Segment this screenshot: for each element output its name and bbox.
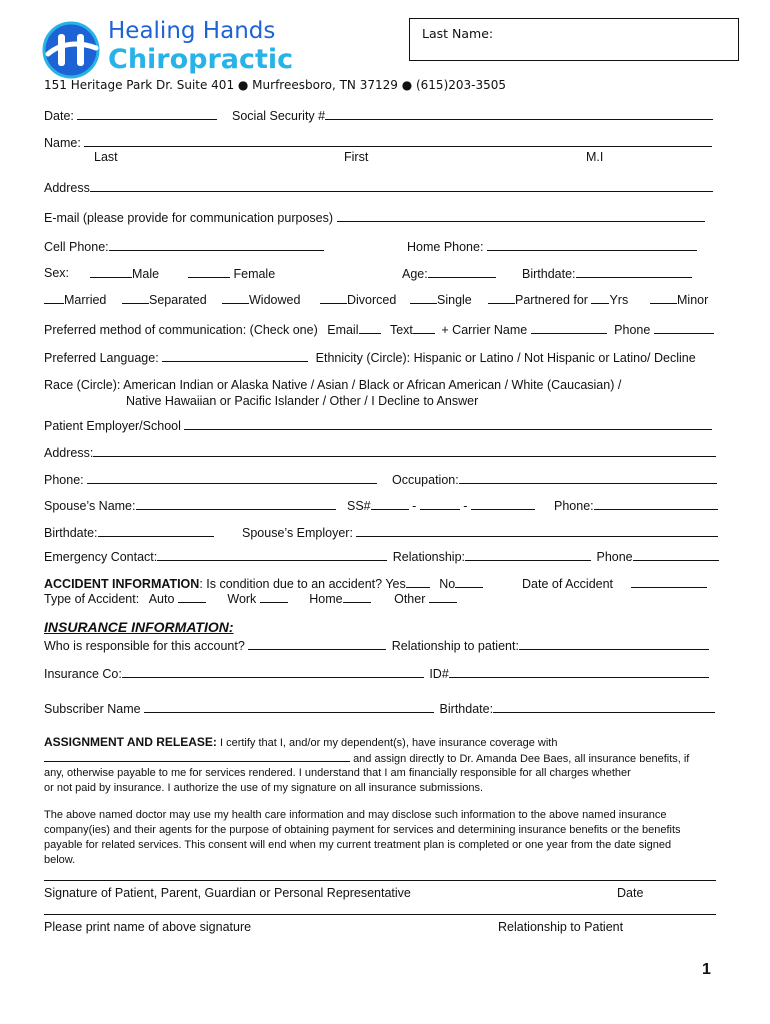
accident-auto-label: Auto (148, 592, 175, 606)
divorced-label: Divorced (347, 293, 397, 307)
signature-date-label: Date (617, 886, 644, 900)
accident-home-blank[interactable] (343, 591, 371, 603)
assignment-title: ASSIGNMENT AND RELEASE: (44, 735, 217, 749)
consent-line3: payable for related services. This consent will end when my current treatment plan is completed or one year from the date signed (44, 839, 672, 851)
logo (42, 18, 294, 82)
relationship-to-patient-label: Relationship to Patient (498, 920, 624, 934)
accident-title: ACCIDENT INFORMATION (44, 577, 200, 591)
birthdate-label: Birthdate: (522, 267, 576, 281)
lastname-box[interactable] (409, 18, 739, 61)
single-blank[interactable] (410, 292, 437, 304)
divorced-blank[interactable] (320, 292, 347, 304)
yrs-label: Yrs (609, 293, 629, 307)
race-line2[interactable]: Native Hawaiian or Pacific Islander / Other / I Decline to Answer (126, 394, 479, 408)
spouse-ss-field-1[interactable] (371, 498, 409, 510)
emergency-phone-field[interactable] (633, 549, 719, 561)
relationship-field[interactable] (465, 549, 591, 561)
accident-date-label: Date of Accident (522, 577, 614, 591)
logo-line2: Chiropractic (108, 44, 294, 75)
subscriber-label: Subscriber Name (44, 702, 141, 716)
logo-mark-icon (42, 20, 102, 80)
accident-work-blank[interactable] (260, 591, 288, 603)
sex-label: Sex: (44, 266, 70, 280)
accident-work-label: Work (227, 592, 257, 606)
carrier-label: + Carrier Name (441, 323, 528, 337)
email-label: E-mail (please provide for communication purposes) (44, 211, 334, 225)
carrier-field[interactable] (531, 322, 607, 334)
insurance-company-assign-field[interactable] (44, 750, 350, 762)
spouse-ss-field-3[interactable] (471, 498, 535, 510)
spouse-birthdate-field[interactable] (98, 525, 214, 537)
partnered-blank[interactable] (488, 292, 515, 304)
emergency-label: Emergency Contact: (44, 550, 158, 564)
accident-no-label: No (439, 577, 456, 591)
subscriber-field[interactable] (144, 701, 434, 713)
ins-relationship-label: Relationship to patient: (391, 639, 519, 653)
spouse-employer-field[interactable] (356, 525, 718, 537)
accident-yes-label: Yes (385, 577, 406, 591)
accident-date-field[interactable] (631, 576, 707, 588)
male-label: Male (132, 267, 160, 281)
accident-no-blank[interactable] (455, 576, 483, 588)
home-phone-label: Home Phone: (407, 240, 484, 254)
ins-relationship-field[interactable] (519, 638, 709, 650)
subscriber-birthdate-label: Birthdate: (439, 702, 494, 716)
accident-auto-blank[interactable] (178, 591, 206, 603)
subscriber-birthdate-field[interactable] (493, 701, 715, 713)
assignment-line2: and assign directly to Dr. Amanda Dee Baes, all insurance benefits, if (353, 753, 690, 765)
spouse-ss-label: SS# (347, 499, 371, 513)
insurance-id-field[interactable] (449, 666, 709, 678)
female-blank[interactable] (188, 266, 230, 278)
email-field[interactable] (337, 210, 705, 222)
widowed-blank[interactable] (222, 292, 249, 304)
cell-field[interactable] (109, 239, 324, 251)
employer-address-label: Address: (44, 446, 94, 460)
pref-method-label: Preferred method of communication: (Check one) (44, 323, 318, 337)
employer-address-field[interactable] (93, 445, 716, 457)
home-phone-field[interactable] (487, 239, 697, 251)
email-option-label: Email (327, 323, 359, 337)
relationship-label: Relationship: (392, 550, 465, 564)
email-option-blank[interactable] (359, 322, 381, 334)
language-label: Preferred Language: (44, 351, 159, 365)
age-label: Age: (402, 267, 428, 281)
accident-question: : Is condition due to an accident? (199, 577, 383, 591)
married-blank[interactable] (44, 292, 64, 304)
emergency-phone-label: Phone (596, 550, 633, 564)
language-field[interactable] (162, 350, 308, 362)
accident-other-blank[interactable] (429, 591, 457, 603)
insurance-co-label: Insurance Co: (44, 667, 122, 681)
print-name-label: Please print name of above signature (44, 920, 252, 934)
page-number: 1 (702, 961, 711, 978)
race-line1[interactable]: Race (Circle): American Indian or Alaska Native / Asian / Black or African American / White (Caucasian) / (44, 378, 622, 392)
partnered-label: Partnered for (515, 293, 588, 307)
address-label: Address (44, 181, 90, 195)
name-sub-first: First (344, 150, 369, 164)
name-sub-last: Last (94, 150, 118, 164)
accident-home-label: Home (309, 592, 343, 606)
occupation-label: Occupation: (392, 473, 459, 487)
spouse-ss-field-2[interactable] (420, 498, 460, 510)
phone-field[interactable] (87, 472, 377, 484)
lastname-label: Last Name: (422, 26, 494, 41)
minor-blank[interactable] (650, 292, 677, 304)
single-label: Single (437, 293, 472, 307)
separated-blank[interactable] (122, 292, 149, 304)
signature-label: Signature of Patient, Parent, Guardian or Personal Representative (44, 886, 411, 900)
separated-label: Separated (149, 293, 207, 307)
insurance-co-field[interactable] (122, 666, 424, 678)
employer-label: Patient Employer/School (44, 419, 181, 433)
responsible-label: Who is responsible for this account? (44, 639, 245, 653)
male-blank[interactable] (90, 266, 132, 278)
date-field[interactable] (77, 108, 217, 120)
consent-line1: The above named doctor may use my health care information and may disclose such information to the above named insurance (44, 809, 667, 821)
female-label: Female (233, 267, 276, 281)
assignment-line1: I certify that I, and/or my dependent(s), have insurance coverage with (216, 737, 558, 749)
assignment-line3: any, otherwise payable to me for services rendered. I understand that I am financially responsible for all charges whether (44, 767, 631, 779)
consent-line4: below. (44, 854, 76, 866)
emergency-field[interactable] (157, 549, 387, 561)
phone-option-label: Phone (614, 323, 651, 337)
ssn-label: Social Security # (232, 109, 326, 123)
spouse-name-field[interactable] (136, 498, 336, 510)
phone-label: Phone: (44, 473, 84, 487)
logo-line1: Healing Hands (108, 18, 276, 44)
print-name-line[interactable] (44, 914, 716, 915)
date-label: Date: (44, 109, 74, 123)
accident-yes-blank[interactable] (406, 576, 430, 588)
spouse-birthdate-label: Birthdate: (44, 526, 98, 540)
responsible-field[interactable] (248, 638, 386, 650)
occupation-field[interactable] (459, 472, 717, 484)
spouse-phone-field[interactable] (594, 498, 718, 510)
married-label: Married (64, 293, 107, 307)
name-sub-mi: M.I (586, 150, 604, 164)
text-option-label: Text (389, 323, 413, 337)
ssn-field[interactable] (325, 108, 713, 120)
clinic-address: 151 Heritage Park Dr. Suite 401 ● Murfreesboro, TN 37129 ● (615)203-3505 (44, 78, 507, 92)
ethnicity-text[interactable]: Ethnicity (Circle): Hispanic or Latino / Not Hispanic or Latino/ Decline (315, 351, 696, 365)
name-label: Name: (44, 136, 81, 150)
address-field[interactable] (90, 180, 713, 192)
spouse-phone-label: Phone: (554, 499, 594, 513)
employer-field[interactable] (184, 418, 712, 430)
spouse-name-label: Spouse’s Name: (44, 499, 136, 513)
cell-label: Cell Phone: (44, 240, 109, 254)
minor-label: Minor (677, 293, 709, 307)
widowed-label: Widowed (249, 293, 301, 307)
partnered-years-field[interactable] (591, 292, 609, 304)
birthdate-field[interactable] (576, 266, 692, 278)
accident-type-label: Type of Accident: (44, 592, 140, 606)
age-field[interactable] (428, 266, 496, 278)
assignment-line4: or not paid by insurance. I authorize the use of my signature on all insurance submissions. (44, 782, 484, 794)
text-option-blank[interactable] (413, 322, 435, 334)
accident-other-label: Other (394, 592, 426, 606)
consent-line2: company(ies) and their agents for the purpose of obtaining payment for services and determining insurance benefits or the benefits (44, 824, 681, 836)
insurance-id-label: ID# (429, 667, 449, 681)
insurance-title: INSURANCE INFORMATION: (44, 619, 234, 635)
name-field[interactable] (84, 135, 712, 147)
spouse-employer-label: Spouse’s Employer: (242, 526, 353, 540)
signature-line[interactable] (44, 880, 716, 881)
phone-option-blank[interactable] (654, 322, 714, 334)
